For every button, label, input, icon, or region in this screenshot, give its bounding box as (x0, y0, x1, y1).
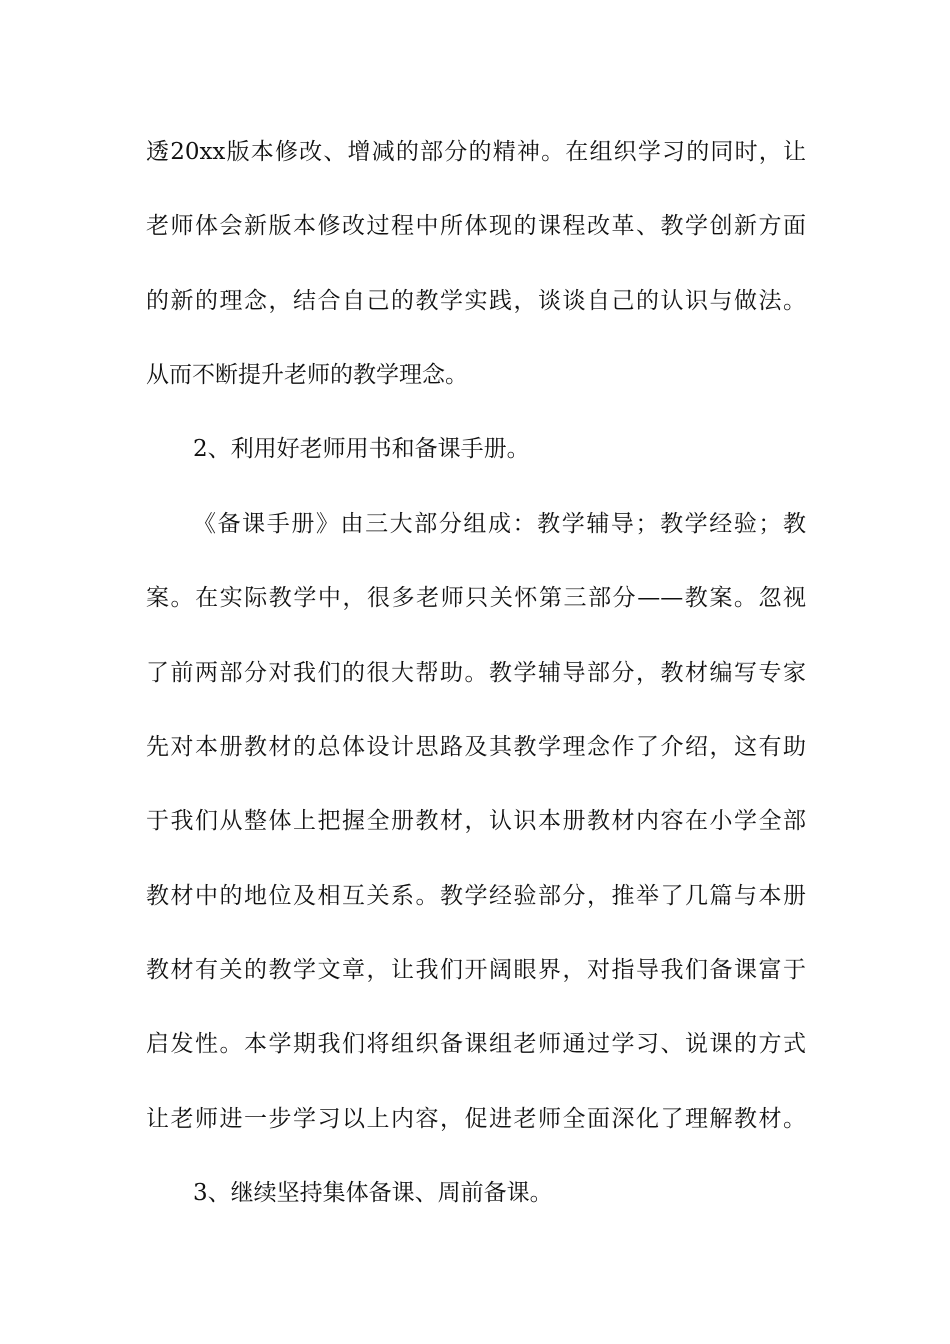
text-line-1: 透20xx版本修改、增减的部分的精神。在组织学习的同时，让 (146, 139, 806, 165)
text-line-8: 了前两部分对我们的很大帮助。教学辅导部分，教材编写专家 (146, 660, 806, 686)
section-heading-2: 2、利用好老师用书和备课手册。 (193, 436, 530, 462)
text-line-11: 教材中的地位及相互关系。教学经验部分，推举了几篇与本册 (146, 883, 806, 909)
text-line-6: 《备课手册》由三大部分组成：教学辅导；教学经验；教 (193, 511, 806, 537)
text-line-3: 的新的理念，结合自己的教学实践，谈谈自己的认识与做法。 (146, 288, 806, 314)
text-line-13: 启发性。本学期我们将组织备课组老师通过学习、说课的方式 (146, 1031, 806, 1057)
text-line-10: 于我们从整体上把握全册教材，认识本册教材内容在小学全部 (146, 808, 806, 834)
text-line-2: 老师体会新版本修改过程中所体现的课程改革、教学创新方面 (146, 213, 806, 239)
text-line-4: 从而不断提升老师的教学理念。 (146, 362, 468, 388)
text-line-12: 教材有关的教学文章，让我们开阔眼界，对指导我们备课富于 (146, 957, 806, 983)
text-line-7: 案。在实际教学中，很多老师只关怀第三部分——教案。忽视 (146, 585, 806, 611)
section-heading-3: 3、继续坚持集体备课、周前备课。 (193, 1180, 553, 1206)
text-line-9: 先对本册教材的总体设计思路及其教学理念作了介绍，这有助 (146, 734, 806, 760)
text-line-14: 让老师进一步学习以上内容，促进老师全面深化了理解教材。 (146, 1106, 806, 1132)
